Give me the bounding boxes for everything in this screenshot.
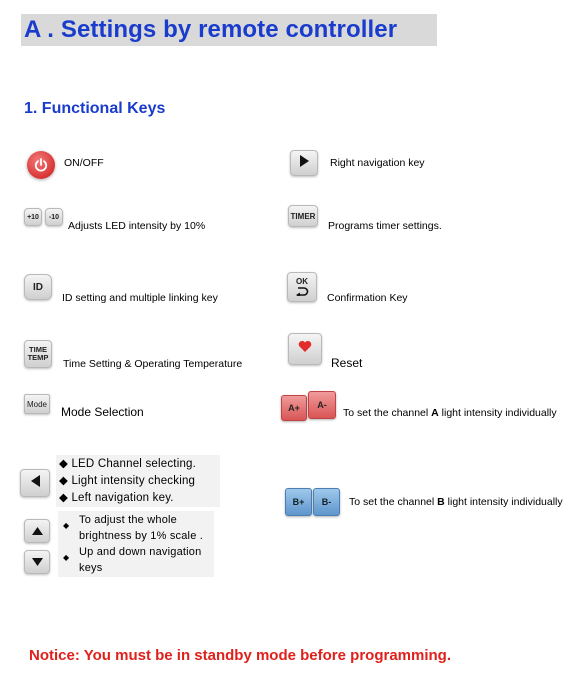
- channel-b-label: [349, 496, 563, 508]
- left-nav-bullets: [56, 455, 220, 507]
- triangle-left-icon: [31, 474, 40, 492]
- timer-button[interactable]: TIMER: [288, 205, 318, 227]
- intensity-label: Adjusts LED intensity by 10%: [68, 220, 206, 232]
- bullet-item: ◆ Light intensity checking: [59, 475, 196, 487]
- channel-b-text: To set the channel: [349, 496, 438, 508]
- page-title: A . Settings by remote controller: [24, 16, 398, 43]
- section-heading: 1. Functional Keys: [24, 100, 166, 117]
- bullet-text: Light intensity checking: [71, 475, 196, 487]
- right-nav-button[interactable]: [290, 150, 318, 176]
- heart-icon: [298, 340, 312, 358]
- channel-a-text-end: light intensity individually: [438, 407, 557, 419]
- temp-line: TEMP: [27, 353, 49, 362]
- return-arrow-icon: [295, 286, 309, 298]
- time-temp-label: Time Setting & Operating Temperature: [63, 358, 243, 370]
- right-nav-label: Right navigation key: [330, 157, 425, 169]
- ok-label: Confirmation Key: [327, 292, 408, 304]
- ok-button[interactable]: [287, 272, 317, 302]
- bullet-item: ◆ LED Channel selecting.: [59, 458, 197, 470]
- triangle-down-icon: [32, 553, 43, 571]
- onoff-label: ON/OFF: [64, 157, 104, 169]
- channel-a-letter: A: [431, 407, 439, 419]
- plus10-button[interactable]: +10: [24, 208, 42, 226]
- a-plus-button[interactable]: A+: [281, 395, 307, 421]
- bullet-text: Left navigation key.: [71, 492, 174, 504]
- notice-text: Notice: You must be in standby mode before programming.: [29, 647, 451, 664]
- triangle-up-icon: [32, 522, 43, 540]
- minus10-button[interactable]: -10: [45, 208, 63, 226]
- bullet-item: ◆ Left navigation key.: [59, 492, 174, 504]
- mode-button[interactable]: Mode: [24, 394, 50, 414]
- id-button[interactable]: ID: [24, 274, 52, 300]
- a-minus-button[interactable]: A-: [308, 391, 336, 419]
- power-button[interactable]: [27, 151, 55, 179]
- channel-b-letter: B: [437, 496, 445, 508]
- up-down-bullets: [58, 511, 214, 577]
- time-temp-button[interactable]: [24, 340, 52, 368]
- channel-b-text-end: light intensity individually: [444, 496, 563, 508]
- play-right-icon: [299, 154, 309, 172]
- channel-a-label: [343, 407, 557, 419]
- bullet-text: To adjust the whole: [79, 514, 177, 526]
- bullet-text: brightness by 1% scale .: [79, 530, 204, 542]
- ok-button-label: OK: [296, 276, 308, 286]
- b-plus-button[interactable]: B+: [285, 488, 312, 516]
- left-nav-button[interactable]: [20, 469, 50, 497]
- reset-button[interactable]: [288, 333, 322, 365]
- mode-label: Mode Selection: [61, 405, 144, 419]
- bullet-marker: ◆: [63, 553, 70, 562]
- time-line: TIME: [29, 345, 47, 354]
- id-label: ID setting and multiple linking key: [62, 292, 218, 304]
- reset-label: Reset: [331, 356, 363, 370]
- bullet-text: LED Channel selecting.: [71, 458, 197, 470]
- bullet-text: Up and down navigation: [79, 546, 202, 558]
- channel-a-text: To set the channel: [343, 407, 432, 419]
- up-nav-button[interactable]: [24, 519, 50, 543]
- bullet-marker: ◆: [63, 521, 70, 530]
- b-minus-button[interactable]: B-: [313, 488, 340, 516]
- timer-label: Programs timer settings.: [328, 220, 442, 232]
- power-icon: [33, 157, 49, 173]
- bullet-text: keys: [79, 562, 103, 574]
- down-nav-button[interactable]: [24, 550, 50, 574]
